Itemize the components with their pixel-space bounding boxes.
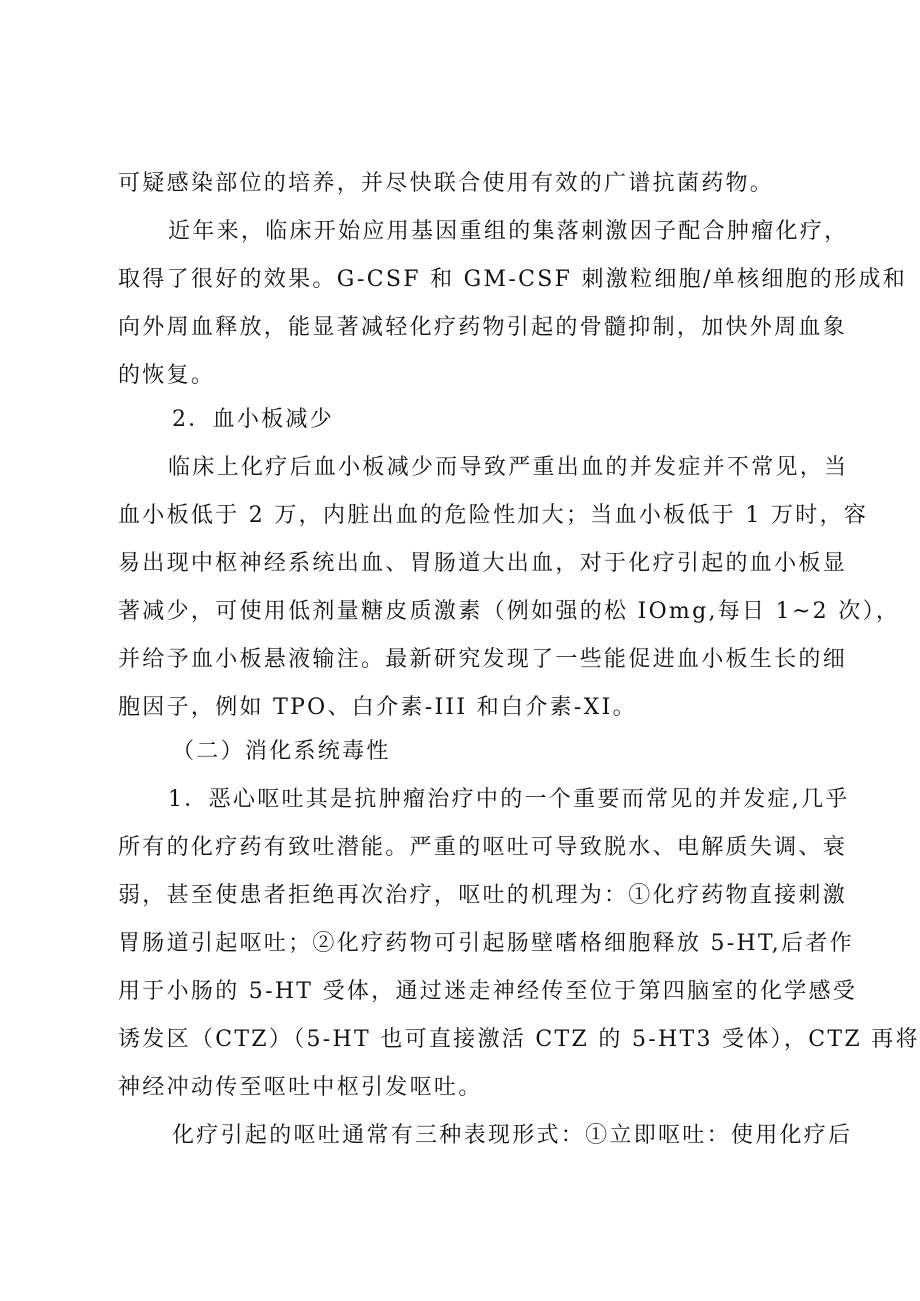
paragraph-line: 弱，甚至使患者拒绝再次治疗，呕吐的机理为：①化疗药物直接刺激 (118, 883, 848, 908)
paragraph-line: 所有的化疗药有致吐潜能。严重的呕吐可导致脱水、电解质失调、衰 (118, 835, 848, 860)
paragraph-line: 化疗引起的呕吐通常有三种表现形式：①立即呕吐：使用化疗后 (172, 1123, 853, 1148)
paragraph-line: 1．恶心呕吐其是抗肿瘤治疗中的一个重要而常见的并发症,几乎 (168, 787, 850, 812)
paragraph-line: 神经冲动传至呕吐中枢引发呕吐。 (118, 1075, 483, 1100)
paragraph-line: 临床上化疗后血小板减少而导致严重出血的并发症并不常见，当 (168, 455, 849, 480)
paragraph-line: 胞因子，例如 TPO、白介素-III 和白介素-XI。 (118, 695, 637, 720)
paragraph-line: 胃肠道引起呕吐；②化疗药物可引起肠壁嗜格细胞释放 5-HT,后者作 (118, 931, 854, 956)
paragraph-line: 取得了很好的效果。G-CSF 和 GM-CSF 刺激粒细胞/单核细胞的形成和 (118, 267, 908, 292)
paragraph-line: 血小板低于 2 万，内脏出血的危险性加大；当血小板低于 1 万时，容 (118, 503, 869, 528)
paragraph-line: 易出现中枢神经系统出血、胃肠道大出血，对于化疗引起的血小板显 (118, 551, 848, 576)
paragraph-line: 近年来，临床开始应用基因重组的集落刺激因子配合肿瘤化疗， (168, 219, 849, 244)
section-heading: （二）消化系统毒性 (172, 739, 391, 764)
paragraph-line: 可疑感染部位的培养，并尽快联合使用有效的广谱抗菌药物。 (118, 171, 775, 196)
paragraph-line: 用于小肠的 5-HT 受体，通过迷走神经传至位于第四脑室的化学感受 (118, 979, 858, 1004)
paragraph-line: 并给予血小板悬液输注。最新研究发现了一些能促进血小板生长的细 (118, 647, 848, 672)
section-heading: 2．血小板减少 (172, 407, 335, 432)
paragraph-line: 著减少，可使用低剂量糖皮质激素（例如强的松 IOmg,每日 1~2 次）， (118, 599, 901, 624)
paragraph-line: 的恢复。 (118, 363, 216, 388)
paragraph-line: 向外周血释放，能显著减轻化疗药物引起的骨髓抑制，加快外周血象 (118, 315, 848, 340)
paragraph-line: 诱发区（CTZ）（5-HT 也可直接激活 CTZ 的 5-HT3 受体），CTZ 再将 (118, 1027, 920, 1052)
